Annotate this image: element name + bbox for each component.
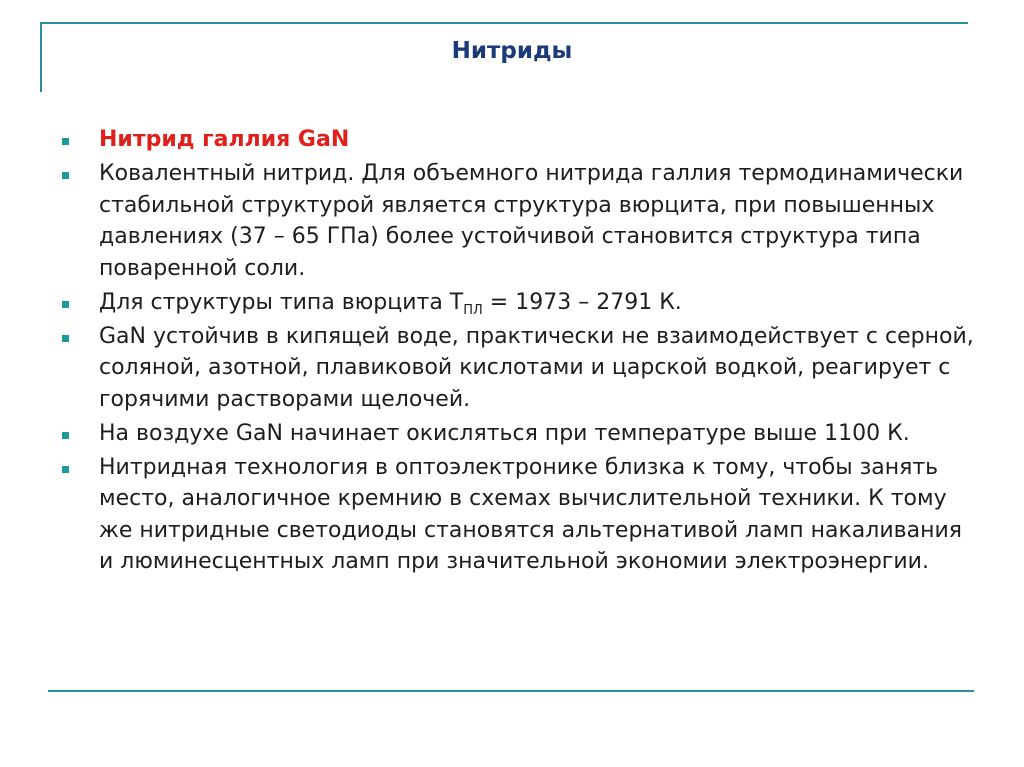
square-bullet-icon: [62, 432, 69, 439]
top-divider-line: [40, 22, 968, 24]
square-bullet-icon: [62, 138, 69, 145]
bullet-item-stability: [60, 321, 980, 416]
slide-title: Нитриды: [451, 38, 573, 64]
bullet-text-before: Для структуры типа вюрцита Т: [99, 289, 464, 315]
bullet-text: Ковалентный нитрид. Для объемного нитрида галлия термодинамически стабильной структурой является структура вюрцита, при повышенных давлениях (37 – 65 ГПа) более устойчивой становится структура типа поваренной соли.: [99, 161, 964, 281]
bullet-item-heading: [60, 124, 980, 156]
bullet-text: [99, 289, 682, 318]
bullet-item-technology: [60, 452, 980, 578]
bullet-text: GaN устойчив в кипящей воде, практически не взаимодействует с серной, соляной, азотной, плавиковой кислотами и царской водкой, реагирует с горячими растворами щелочей.: [99, 323, 974, 412]
bullet-text-after: = 1973 – 2791 К.: [482, 289, 682, 315]
square-bullet-icon: [62, 335, 69, 342]
square-bullet-icon: [62, 466, 69, 473]
bullet-list: [60, 124, 980, 580]
subscript: ПЛ: [463, 302, 483, 318]
bullet-item-melting-point: [60, 287, 980, 319]
bottom-divider-line: [48, 690, 974, 692]
bullet-text: Нитридная технология в оптоэлектронике близка к тому, чтобы занять место, аналогичное кремнию в схемах вычислительной техники. К тому же нитридные светодиоды становятся альтернативой ламп накаливания и люминесцентных ламп при значительной экономии электроэнергии.: [99, 454, 962, 574]
square-bullet-icon: [62, 172, 69, 179]
bullet-text: На воздухе GaN начинает окисляться при температуре выше 1100 К.: [99, 420, 910, 446]
square-bullet-icon: [62, 301, 69, 308]
bullet-item-oxidation: [60, 418, 980, 450]
bullet-text: Нитрид галлия GaN: [99, 127, 350, 152]
bullet-item-covalent: [60, 158, 980, 284]
